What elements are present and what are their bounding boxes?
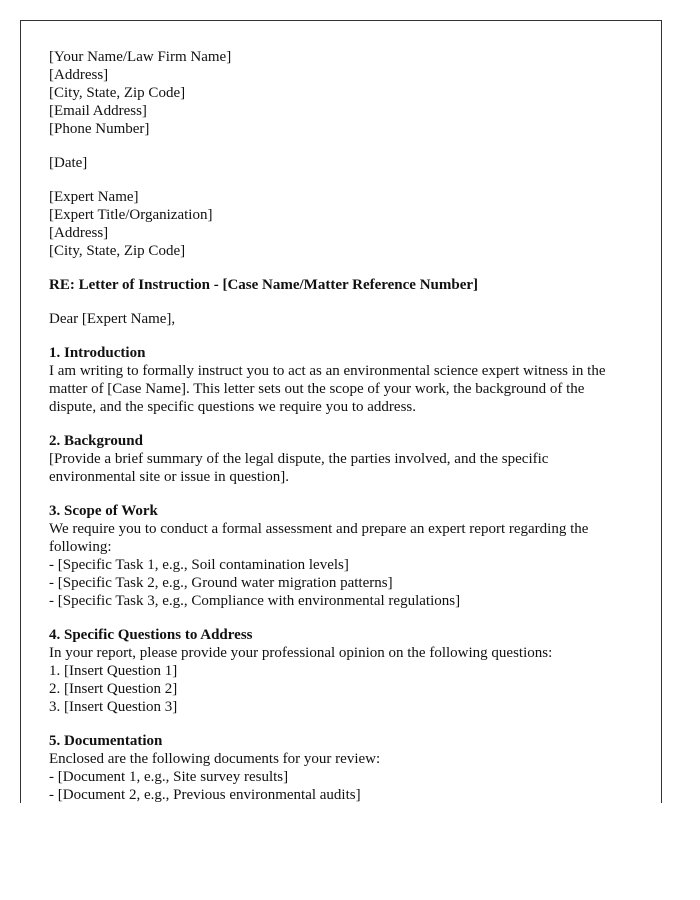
date: [Date] [49,155,88,171]
list-item: 2. [Insert Question 2] [49,681,178,697]
section-heading: 2. Background [49,433,143,449]
sender-city: [City, State, Zip Code] [49,85,186,101]
recipient-city: [City, State, Zip Code] [49,243,186,259]
recipient-title: [Expert Title/Organization] [49,207,213,223]
list-item: - [Specific Task 1, e.g., Soil contamination levels] [49,557,349,573]
list-item: 1. [Insert Question 1] [49,663,178,679]
list-item: 3. [Insert Question 3] [49,699,178,715]
section-body: I am writing to formally instruct you to act as an environmental science expert witness in the matter of [Case Name]. This letter sets out the scope of your work, the background of the dispute, and the specific questions we require you to address. [49,363,606,415]
section [49,732,633,803]
sender-phone: [Phone Number] [49,121,150,137]
section [49,626,633,716]
subject-line [49,276,633,294]
section-body: We require you to conduct a formal assessment and prepare an expert report regarding the following: [49,521,589,555]
sender-address: [Address] [49,67,109,83]
salutation: Dear [Expert Name], [49,311,176,327]
section-body: Enclosed are the following documents for your review: [49,751,381,767]
section [49,344,633,416]
section [49,432,633,486]
sender-block [49,48,633,138]
list-item: - [Document 1, e.g., Site survey results] [49,769,289,785]
recipient-name: [Expert Name] [49,189,139,205]
subject-text: RE: Letter of Instruction - [Case Name/Matter Reference Number] [49,277,479,293]
sender-name: [Your Name/Law Firm Name] [49,49,232,65]
list-item: - [Specific Task 3, e.g., Compliance with environmental regulations] [49,593,461,609]
section [49,502,633,610]
section-heading: 3. Scope of Work [49,503,158,519]
recipient-block [49,188,633,260]
section-body: [Provide a brief summary of the legal dispute, the parties involved, and the specific environmental site or issue in question]. [49,451,549,485]
section-heading: 5. Documentation [49,733,163,749]
list-item: - [Specific Task 2, e.g., Ground water migration patterns] [49,575,393,591]
recipient-address: [Address] [49,225,109,241]
section-heading: 1. Introduction [49,345,146,361]
letter-document [20,20,662,803]
list-item: - [Document 2, e.g., Previous environmental audits] [49,787,361,803]
section-heading: 4. Specific Questions to Address [49,627,253,643]
section-body: In your report, please provide your professional opinion on the following questions: [49,645,553,661]
sender-email: [Email Address] [49,103,147,119]
